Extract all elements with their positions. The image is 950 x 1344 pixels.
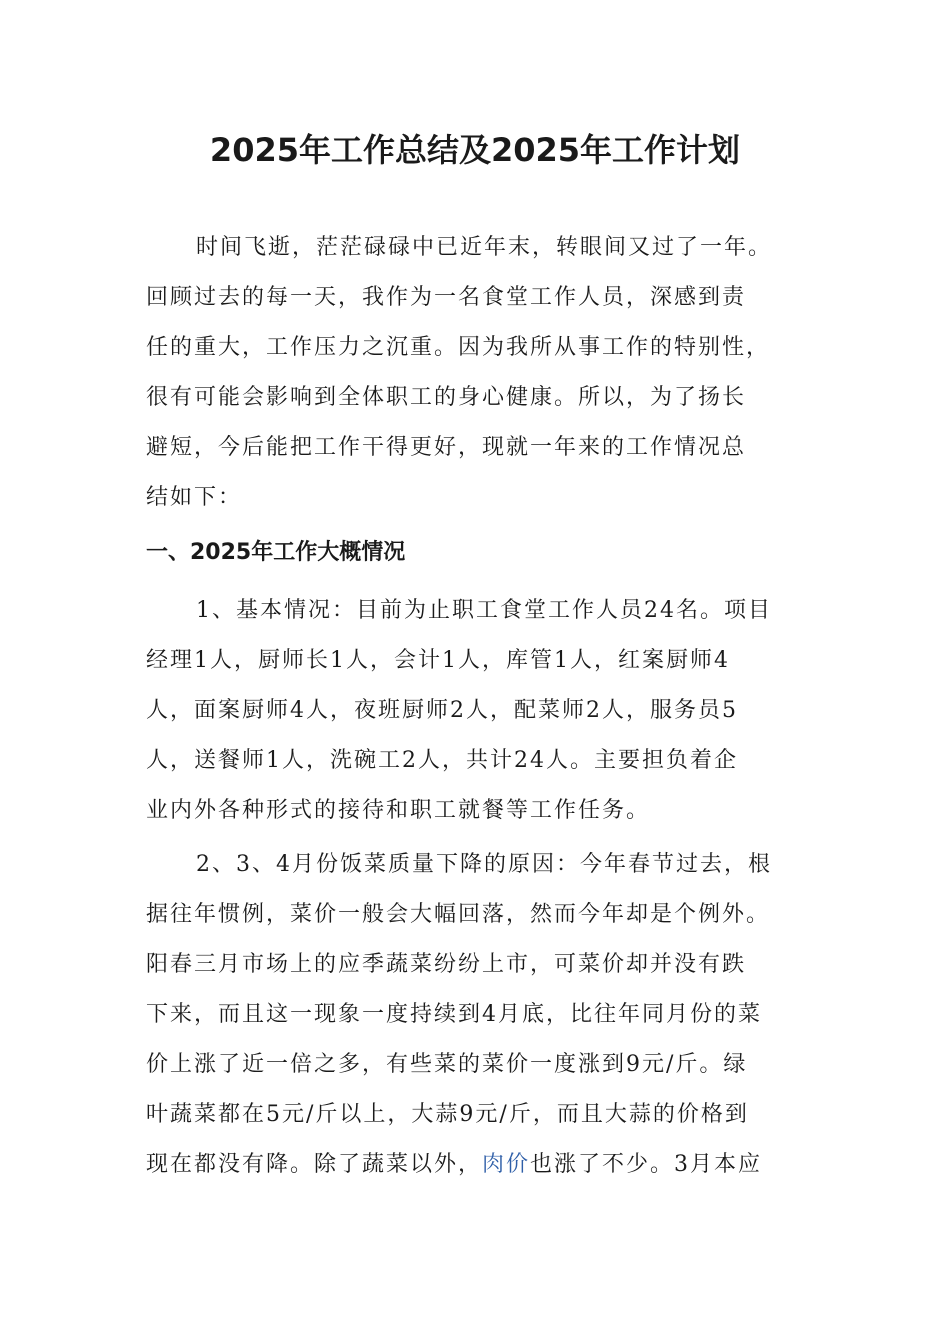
section-heading: 一、2025年工作大概情况: [146, 540, 406, 565]
intro-line: 避短，今后能把工作干得更好，现就一年来的工作情况总: [146, 435, 747, 460]
paragraph-line: 业内外各种形式的接待和职工就餐等工作任务。: [146, 798, 651, 823]
paragraph-line: 据往年惯例，菜价一般会大幅回落，然而今年却是个例外。: [146, 902, 771, 927]
paragraph-line: [146, 1150, 762, 1180]
paragraph-line: 1、基本情况：目前为止职工食堂工作人员24名。项目: [196, 598, 772, 623]
intro-line: 很有可能会影响到全体职工的身心健康。所以，为了扬长: [146, 385, 747, 410]
paragraph-line: 阳春三月市场上的应季蔬菜纷纷上市，可菜价却并没有跌: [146, 952, 747, 977]
intro-line: 任的重大，工作压力之沉重。因为我所从事工作的特别性，: [146, 335, 771, 360]
paragraph-line: 价上涨了近一倍之多，有些菜的菜价一度涨到9元/斤。绿: [146, 1052, 748, 1077]
document-title: 2025年工作总结及2025年工作计划: [209, 131, 741, 169]
intro-line: 回顾过去的每一天，我作为一名食堂工作人员，深感到责: [146, 285, 747, 310]
paragraph-line: 人，送餐师1人，洗碗工2人，共计24人。主要担负着企: [146, 748, 738, 773]
meat-price-link[interactable]: 肉价: [482, 1152, 531, 1177]
paragraph-line: 2、3、4月份饭菜质量下降的原因：今年春节过去，根: [196, 852, 772, 877]
paragraph-line: 人，面案厨师4人，夜班厨师2人，配菜师2人，服务员5: [146, 698, 738, 723]
intro-line: 结如下：: [146, 485, 243, 510]
intro-line: 时间飞逝，茫茫碌碌中已近年末，转眼间又过了一年。: [196, 235, 773, 260]
paragraph-line: 经理1人，厨师长1人，会计1人，库管1人，红案厨师4: [146, 648, 730, 673]
text-segment: 也涨了不少。3月本应: [530, 1152, 763, 1177]
paragraph-line: 下来，而且这一现象一度持续到4月底，比往年同月份的菜: [146, 1002, 762, 1027]
text-segment: 现在都没有降。除了蔬菜以外，: [146, 1152, 483, 1177]
paragraph-line: 叶蔬菜都在5元/斤以上，大蒜9元/斤，而且大蒜的价格到: [146, 1102, 749, 1127]
